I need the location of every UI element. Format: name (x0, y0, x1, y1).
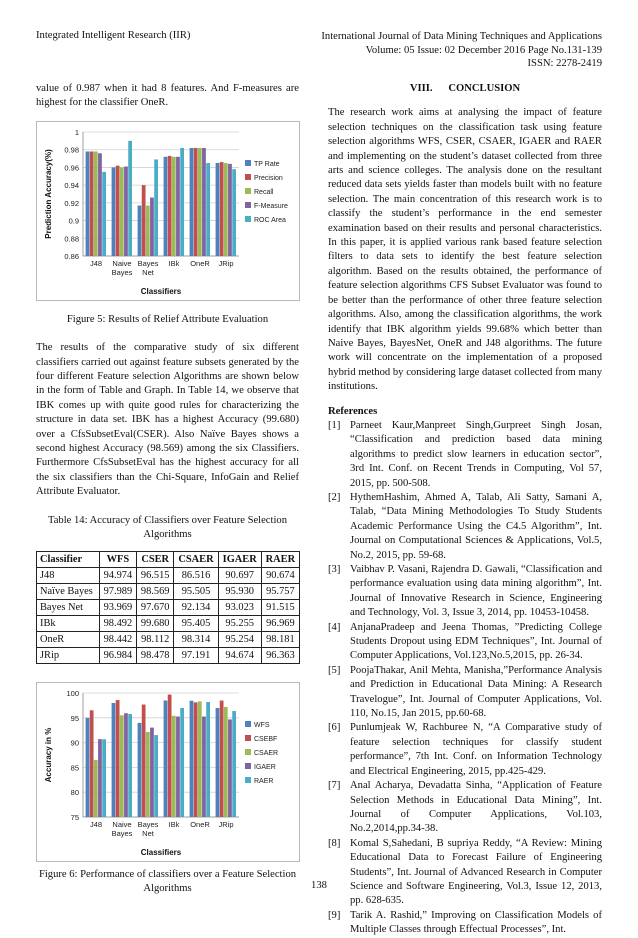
x-tick-label: OneR (190, 258, 210, 268)
table-cell: 95.930 (218, 583, 261, 599)
table-cell: JRip (37, 647, 100, 663)
reference-number: [5] (328, 664, 341, 676)
reference-text: Anal Acharya, Devadatta Sinha, “Application of Feature Selection Methods in Educational Data Mining”, Int. Journal of Computer Applications, Vol.103, No.2,2014,pp.34-38. (350, 780, 602, 835)
bar (190, 148, 194, 256)
bar (194, 702, 198, 817)
accuracy-table (36, 551, 300, 664)
bar (116, 700, 120, 817)
bar (164, 700, 168, 817)
table-row (37, 647, 300, 663)
table-header-cell: RAER (261, 551, 299, 567)
x-tick-label: Bayes (137, 258, 159, 268)
conclusion-paragraph: The research work aims at analysing the impact of feature selection techniques on the classification task using feature selection algorithms WFS, CSER, CSAER, IGAER and RAER and implementing on the student’s dataset collected from three arts and science colleges. The analysis done on the resultant reduced data sets yields faster than models built with no feature selection. The main concentration of this research work is to classify the student’s performance in the end semester examination based on their results and personal characteristics. In this paper, it is applied various rank based feature selection filters to data sets to identify the best feature selection algorithm. Based on the results obtained, the performance of feature selection algorithms CFS Subset Evaluator was found to be better than the performance of other three feature selection algorithms. Also, among the classification algorithms, the work identify that IBK algorithm yields 99.68% which better than Naive Bayes, BayesNet, OneR and J48 algorithms. The future work will concentrate on the implementation of a proposed hybrid method by considering large dataset collected from many institutions. (328, 107, 602, 393)
legend-swatch (245, 777, 251, 783)
bar (150, 727, 154, 816)
x-tick-label: Bayes (111, 267, 133, 277)
bar (146, 205, 150, 255)
table-cell: 96.363 (261, 647, 299, 663)
legend-swatch (245, 216, 251, 222)
x-tick-label: Naive (112, 258, 132, 268)
reference-item (328, 721, 602, 779)
table-cell: 96.984 (99, 647, 136, 663)
table-row (37, 567, 300, 583)
x-tick-label: J48 (89, 819, 103, 829)
reference-number: [7] (328, 780, 341, 792)
y-tick-label: 0.9 (68, 216, 79, 226)
reference-item (328, 909, 602, 938)
y-tick-label: 1 (74, 127, 79, 137)
x-tick-label: IBk (168, 258, 180, 268)
bar (168, 156, 172, 256)
table-cell: 98.569 (137, 583, 174, 599)
reference-item (328, 779, 602, 837)
reference-item (328, 419, 602, 491)
bar (198, 701, 202, 817)
table-cell: 97.670 (137, 599, 174, 615)
y-axis-label: Prediction Accuracy(%) (44, 149, 53, 239)
bar (150, 197, 154, 255)
reference-number: [6] (328, 722, 341, 734)
reference-item (328, 837, 602, 909)
bar (232, 711, 236, 817)
bar (176, 157, 180, 256)
bar (116, 165, 120, 255)
table-cell: 92.134 (174, 599, 218, 615)
y-tick-label: 0.94 (64, 180, 79, 190)
y-tick-label: 80 (70, 787, 79, 797)
results-paragraph: The results of the comparative study of six different classifiers carried out against feature subsets generated by the four different Feature selection Algorithms are shown below in the form of Table and Graph. In Table 14, we observe that IBK comes up with quite good rules for characterizing the structure in data set. IBK has a highest Accuracy (99.680) over a CfsSubsetEval(CSER). Also Naïve Bayes shows a second highest Accuracy (98.569) among the six Classifiers. Furthermore CfsSubsetEval has the highest accuracy for all the six classifiers than the Chi-Square, InfoGain and Relief Attribute Evaluator. (36, 342, 299, 498)
bar (172, 715, 176, 816)
conclusion-heading: VIII. CONCLUSION (409, 83, 521, 94)
bar (128, 714, 132, 817)
bar (154, 735, 158, 817)
figure5-chart (36, 121, 300, 301)
bar (128, 141, 132, 256)
table-header-cell: IGAER (218, 551, 261, 567)
bar (138, 722, 142, 816)
reference-number: [8] (328, 837, 341, 849)
reference-item (328, 563, 602, 621)
bar (86, 151, 90, 256)
x-axis-label: Classifiers (140, 847, 182, 857)
bar (172, 157, 176, 256)
reference-text: Vaibhav P. Vasani, Rajendra D. Gawali, “Classification and performance evaluation using data mining algorithm”, Int. Journal of Innovative Research in Science, Engineering and Technology, Vol. 3, Issue 3, 2014, pp. 10453-10458. (350, 564, 602, 619)
table-cell: J48 (37, 567, 100, 583)
table-cell: Naïve Bayes (37, 583, 100, 599)
bar (98, 153, 102, 256)
table-cell: 95.505 (174, 583, 218, 599)
reference-number: [3] (328, 564, 341, 575)
references-heading: References (328, 405, 378, 417)
table-cell: 99.680 (137, 615, 174, 631)
y-tick-label: 75 (70, 812, 79, 822)
y-tick-label: 85 (70, 762, 79, 772)
header-volume: Volume: 05 Issue: 02 December 2016 Page No.131-139 (365, 44, 602, 56)
bar (168, 694, 172, 816)
bar (216, 163, 220, 256)
bar (194, 148, 198, 256)
x-tick-label: Net (142, 267, 154, 277)
y-tick-label: 90 (70, 738, 79, 748)
y-tick-label: 95 (70, 713, 79, 723)
table-cell: 98.181 (261, 631, 299, 647)
table-cell: 91.515 (261, 599, 299, 615)
legend-swatch (245, 174, 251, 180)
header-journal-info (282, 30, 602, 71)
bar (120, 715, 124, 817)
bar (112, 167, 116, 256)
legend-swatch (245, 721, 251, 727)
bar (124, 713, 128, 817)
bar (232, 169, 236, 256)
bar (86, 717, 90, 816)
reference-text: PoojaThakar, Anil Mehta, Manisha,”Performance Analysis and Prediction in Educational Data Mining: A Research Travelogue”, Int. Journal of Computer Applications, Vol. 110, No.15, Jan 2015, pp.60-68. (350, 664, 602, 720)
bar (102, 172, 106, 256)
table-row (37, 583, 300, 599)
legend-swatch (245, 763, 251, 769)
legend-label: IGAER (254, 763, 276, 771)
bar (154, 159, 158, 256)
reference-item (328, 621, 602, 664)
table14-caption: Table 14: Accuracy of Classifiers over Feature Selection Algorithms (47, 514, 287, 541)
reference-text: Komal S,Sahedani, B supriya Reddy, “A Review: Mining Educational Data to Forecast Failure of Engineering Students”, Int. Journal of Advanced Research in Computer Science and Software Engineering, Vol.3, Issue 12, 2013, pp. 628-635. (350, 837, 602, 907)
bar (224, 163, 228, 256)
y-tick-label: 0.88 (64, 234, 79, 244)
bar (98, 739, 102, 817)
table-cell: 95.757 (261, 583, 299, 599)
table-cell: 97.191 (174, 647, 218, 663)
y-tick-label: 0.86 (64, 251, 79, 261)
table-cell: 98.442 (99, 631, 136, 647)
x-tick-label: Bayes (137, 819, 159, 829)
legend-swatch (245, 202, 251, 208)
legend-label: F-Measure (254, 202, 288, 210)
legend-label: Precision (254, 174, 283, 182)
table-cell: IBk (37, 615, 100, 631)
table-cell: Bayes Net (37, 599, 100, 615)
bar (198, 148, 202, 256)
reference-list (328, 419, 602, 938)
table-cell: 97.989 (99, 583, 136, 599)
legend-swatch (245, 188, 251, 194)
bar (228, 719, 232, 817)
y-tick-label: 0.92 (64, 198, 79, 208)
legend-label: CSEBF (254, 735, 278, 743)
bar (142, 185, 146, 256)
figure6-svg (37, 683, 299, 861)
figure6-chart (36, 682, 300, 862)
bar (94, 759, 98, 816)
bar (90, 151, 94, 256)
table-cell: 95.405 (174, 615, 218, 631)
bar (164, 157, 168, 256)
reference-text: Tarik A. Rashid,” Improving on Classification Models of Multiple Classes through Effectual Processes”, Int. (350, 909, 602, 936)
bar (202, 716, 206, 816)
table-cell: 98.112 (137, 631, 174, 647)
x-tick-label: Bayes (111, 828, 133, 838)
table-cell: 95.254 (218, 631, 261, 647)
x-tick-label: JRip (218, 258, 234, 268)
bar (124, 166, 128, 255)
reference-text: Parneet Kaur,Manpreet Singh,Gurpreet Singh Josan, “Classification and prediction based data mining algorithms to predict slow learners in education sector”, 3rd Int. Conf. on Recent Trends in Computing, Vol 57, 2015, pp. 500-508. (350, 419, 602, 489)
legend-label: CSAER (254, 749, 279, 757)
legend-swatch (245, 160, 251, 166)
table-header-cell: CSAER (174, 551, 218, 567)
bar (112, 702, 116, 816)
bar (142, 704, 146, 816)
legend-label: TP Rate (254, 160, 280, 168)
reference-text: Punlumjeak W, Rachburee N, “A Comparative study of feature selection techniques for classify student performance”, 7th Int. Conf. on Information Technology and Electrical Engineering, 2015, pp.425-429. (350, 722, 602, 777)
reference-text: AnjanaPradeep and Jeena Thomas, ”Predicting College Students Dropout using EDM Techniques”, Int. Journal of Computer Applications, Vol.123,No.5,2015, pp. 26-34. (350, 621, 602, 662)
bar (180, 148, 184, 256)
table-header-cell: CSER (137, 551, 174, 567)
figure5-caption: Figure 5: Results of Relief Attribute Evaluation (66, 313, 269, 325)
bar (138, 205, 142, 255)
table-cell: 93.969 (99, 599, 136, 615)
legend-label: WFS (254, 721, 270, 729)
bar (206, 163, 210, 256)
bar (120, 167, 124, 256)
header-journal-title: International Journal of Data Mining Techniques and Applications (321, 31, 602, 42)
table-cell: 94.974 (99, 567, 136, 583)
x-tick-label: OneR (190, 819, 210, 829)
bar (176, 716, 180, 816)
bar (190, 700, 194, 816)
y-axis-label: Accuracy in % (44, 727, 53, 782)
legend-label: Recall (254, 188, 274, 196)
header-issn: ISSN: 2278-2419 (527, 58, 602, 69)
table-cell: 86.516 (174, 567, 218, 583)
bar (220, 700, 224, 816)
y-tick-label: 100 (66, 688, 79, 698)
legend-label: ROC Area (254, 216, 286, 224)
reference-item (328, 491, 602, 563)
table-cell: 90.674 (261, 567, 299, 583)
table-cell: 93.023 (218, 599, 261, 615)
table-row (37, 631, 300, 647)
x-tick-label: Net (142, 828, 154, 838)
reference-number: [9] (328, 909, 341, 921)
table-cell: OneR (37, 631, 100, 647)
bar (94, 151, 98, 256)
left-column (36, 82, 299, 896)
intro-paragraph: value of 0.987 when it had 8 features. And F-measures are highest for the classifier OneR. (36, 83, 299, 109)
x-tick-label: IBk (168, 819, 180, 829)
table-cell: 96.515 (137, 567, 174, 583)
x-tick-label: Naive (112, 819, 132, 829)
table-row (37, 615, 300, 631)
reference-number: [4] (328, 621, 341, 633)
table-header-cell: WFS (99, 551, 136, 567)
x-axis-label: Classifiers (140, 286, 182, 296)
table-header-cell: Classifier (37, 551, 100, 567)
reference-item (328, 664, 602, 722)
table-cell: 98.478 (137, 647, 174, 663)
y-tick-label: 0.96 (64, 163, 79, 173)
figure6-caption: Figure 6: Performance of classifiers over a Feature Selection Algorithms (38, 868, 297, 894)
table-header-row (37, 551, 300, 567)
reference-text: HythemHashim, Ahmed A, Talab, Ali Satty, Samani A, Talab, “Data Mining Methodologies To Study Students Academic Performance Using the C4.5 Algorithm”, Int. Journal on Computational Sciences & Applications, Vol.5, No.2, 2015, pp. 59-68. (350, 491, 602, 561)
legend-swatch (245, 735, 251, 741)
page-number: 138 (311, 880, 327, 891)
bar (102, 739, 106, 817)
legend-swatch (245, 749, 251, 755)
header-journal-short: Integrated Intelligent Research (IIR) (36, 30, 191, 41)
table-cell: 90.697 (218, 567, 261, 583)
y-tick-label: 0.98 (64, 145, 79, 155)
table-cell: 94.674 (218, 647, 261, 663)
legend-label: RAER (254, 777, 274, 785)
table-cell: 95.255 (218, 615, 261, 631)
bar (206, 702, 210, 817)
bar (228, 164, 232, 256)
bar (146, 732, 150, 817)
reference-number: [2] (328, 491, 341, 503)
x-tick-label: JRip (218, 819, 234, 829)
bar (220, 162, 224, 256)
bar (224, 706, 228, 816)
right-column (328, 82, 602, 938)
table-cell: 96.969 (261, 615, 299, 631)
reference-number: [1] (328, 419, 341, 431)
bar (202, 148, 206, 256)
figure5-svg (37, 122, 299, 300)
x-tick-label: J48 (89, 258, 103, 268)
table-row (37, 599, 300, 615)
bar (90, 710, 94, 817)
table-cell: 98.492 (99, 615, 136, 631)
bar (180, 708, 184, 817)
bar (216, 707, 220, 816)
table-cell: 98.314 (174, 631, 218, 647)
